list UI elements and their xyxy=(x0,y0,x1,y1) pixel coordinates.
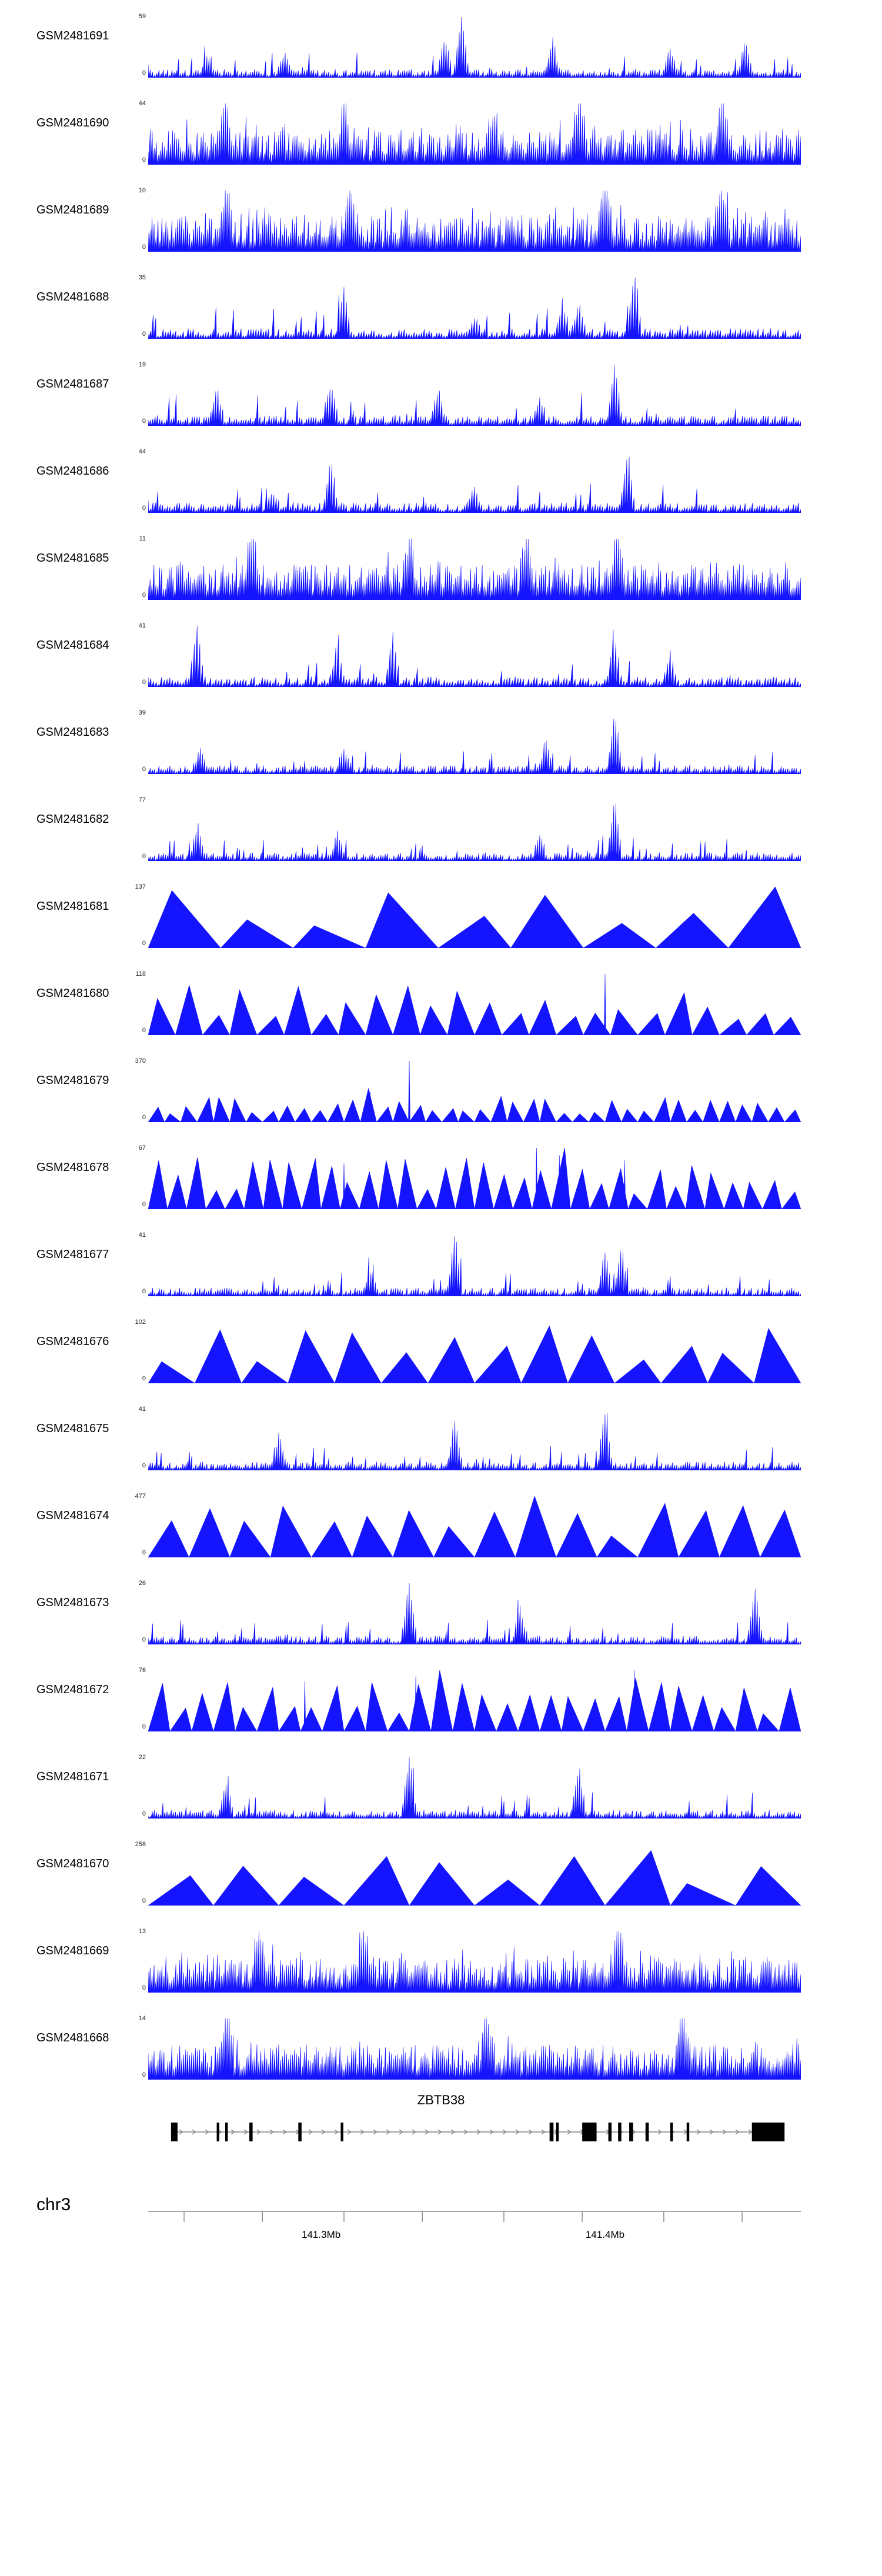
track-signal-plot xyxy=(148,713,801,774)
track-sample-label: GSM2481672 xyxy=(36,1683,109,1696)
track-axis-max-value: 26 xyxy=(138,1580,146,1587)
signal-track xyxy=(0,2002,882,2089)
track-signal-plot xyxy=(148,1844,801,1906)
track-signal-plot xyxy=(148,539,801,600)
track-axis-min-value: 0 xyxy=(142,156,146,163)
track-baseline xyxy=(148,164,801,165)
track-axis-min-value: 0 xyxy=(142,1636,146,1643)
track-axis-max-value: 44 xyxy=(138,448,146,455)
track-axis-min-value: 0 xyxy=(142,1462,146,1469)
track-signal-plot xyxy=(148,974,801,1035)
genomic-ruler-panel xyxy=(0,2177,882,2295)
track-sample-label: GSM2481681 xyxy=(36,900,109,913)
track-sample-label: GSM2481680 xyxy=(36,987,109,1000)
signal-track xyxy=(0,0,882,87)
track-axis-max-value: 11 xyxy=(139,535,146,542)
track-axis-max-value: 59 xyxy=(138,13,146,20)
track-axis-min-value: 0 xyxy=(142,1897,146,1904)
track-sample-label: GSM2481676 xyxy=(36,1335,109,1348)
track-sample-label: GSM2481675 xyxy=(36,1422,109,1435)
track-axis-min-value: 0 xyxy=(142,853,146,860)
gene-model-diagram xyxy=(148,2111,801,2153)
signal-track xyxy=(0,1915,882,2002)
ruler-axis xyxy=(148,2190,801,2261)
track-signal-plot xyxy=(148,2018,801,2080)
track-axis-min-value: 0 xyxy=(142,505,146,512)
track-axis-min-value: 0 xyxy=(142,2071,146,2078)
track-sample-label: GSM2481674 xyxy=(36,1509,109,1522)
track-signal-plot xyxy=(148,104,801,165)
gene-name-label: ZBTB38 xyxy=(417,2093,465,2107)
track-sample-label: GSM2481688 xyxy=(36,291,109,303)
track-axis-min-value: 0 xyxy=(142,1027,146,1034)
track-signal-plot xyxy=(148,1931,801,1993)
signal-track xyxy=(0,783,882,870)
track-axis-min-value: 0 xyxy=(142,940,146,947)
track-signal-plot xyxy=(148,1148,801,1209)
ruler-tick-label: 141.3Mb xyxy=(302,2229,341,2240)
track-signal-plot xyxy=(148,1409,801,1470)
track-axis-min-value: 0 xyxy=(142,1984,146,1991)
track-baseline xyxy=(148,512,801,513)
signal-track xyxy=(0,1306,882,1393)
track-signal-plot xyxy=(148,800,801,861)
track-axis-min-value: 0 xyxy=(142,243,146,251)
signal-track xyxy=(0,1045,882,1132)
track-signal-plot xyxy=(148,278,801,339)
signal-track xyxy=(0,1393,882,1480)
signal-track xyxy=(0,1828,882,1915)
track-axis-min-value: 0 xyxy=(142,1201,146,1208)
signal-track xyxy=(0,1567,882,1654)
track-signal-plot xyxy=(148,1496,801,1557)
track-axis-max-value: 22 xyxy=(138,1754,146,1761)
signal-track xyxy=(0,1219,882,1306)
track-sample-label: GSM2481677 xyxy=(36,1248,109,1261)
track-axis-max-value: 35 xyxy=(138,274,146,281)
track-axis-max-value: 102 xyxy=(135,1319,146,1326)
track-baseline xyxy=(148,1992,801,1993)
track-signal-plot xyxy=(148,1235,801,1296)
track-axis-max-value: 14 xyxy=(138,2015,146,2022)
gene-model-svg xyxy=(148,2111,801,2153)
track-axis-max-value: 39 xyxy=(138,709,146,716)
signal-track xyxy=(0,174,882,261)
track-sample-label: GSM2481689 xyxy=(36,203,109,216)
track-axis-min-value: 0 xyxy=(142,1549,146,1556)
track-axis-max-value: 41 xyxy=(138,1232,146,1239)
track-sample-label: GSM2481683 xyxy=(36,726,109,739)
track-sample-label: GSM2481691 xyxy=(36,29,109,42)
track-axis-max-value: 137 xyxy=(135,883,146,890)
track-signal-plot xyxy=(148,1757,801,1818)
track-sample-label: GSM2481686 xyxy=(36,465,109,478)
track-axis-max-value: 19 xyxy=(138,361,146,368)
track-axis-min-value: 0 xyxy=(142,766,146,773)
track-axis-min-value: 0 xyxy=(142,69,146,76)
track-axis-min-value: 0 xyxy=(142,1810,146,1817)
track-signal-plot xyxy=(148,1670,801,1731)
track-baseline xyxy=(148,860,801,861)
track-baseline xyxy=(148,773,801,774)
track-axis-max-value: 67 xyxy=(138,1144,146,1152)
track-axis-min-value: 0 xyxy=(142,331,146,338)
track-sample-label: GSM2481679 xyxy=(36,1074,109,1087)
track-axis-max-value: 10 xyxy=(138,187,146,194)
chromosome-label: chr3 xyxy=(36,2195,71,2214)
signal-track xyxy=(0,1480,882,1567)
signal-track xyxy=(0,1132,882,1219)
track-baseline xyxy=(148,686,801,687)
track-axis-max-value: 44 xyxy=(138,100,146,107)
track-axis-min-value: 0 xyxy=(142,1288,146,1295)
signal-track xyxy=(0,261,882,348)
track-baseline xyxy=(148,947,801,948)
track-signal-plot xyxy=(148,365,801,426)
track-signal-plot xyxy=(148,452,801,513)
signal-track xyxy=(0,1654,882,1741)
track-axis-max-value: 41 xyxy=(138,622,146,629)
track-baseline xyxy=(148,77,801,78)
track-sample-label: GSM2481687 xyxy=(36,378,109,391)
track-axis-min-value: 0 xyxy=(142,1723,146,1730)
signal-track xyxy=(0,609,882,696)
signal-track xyxy=(0,1741,882,1828)
signal-track xyxy=(0,348,882,435)
track-sample-label: GSM2481682 xyxy=(36,813,109,826)
track-signal-plot xyxy=(148,16,801,78)
track-sample-label: GSM2481671 xyxy=(36,1770,109,1783)
track-axis-min-value: 0 xyxy=(142,1114,146,1121)
signal-track xyxy=(0,957,882,1045)
track-axis-min-value: 0 xyxy=(142,592,146,599)
track-sample-label: GSM2481670 xyxy=(36,1857,109,1870)
ruler-svg xyxy=(148,2190,801,2261)
track-baseline xyxy=(148,1905,801,1906)
signal-track xyxy=(0,870,882,957)
track-signal-plot xyxy=(148,1061,801,1122)
track-baseline xyxy=(148,425,801,426)
track-axis-max-value: 370 xyxy=(135,1057,146,1065)
track-baseline xyxy=(148,599,801,600)
track-axis-max-value: 118 xyxy=(135,970,146,977)
track-axis-max-value: 41 xyxy=(138,1406,146,1413)
track-axis-min-value: 0 xyxy=(142,1375,146,1382)
track-axis-max-value: 76 xyxy=(138,1667,146,1674)
track-axis-max-value: 258 xyxy=(135,1841,146,1848)
track-baseline xyxy=(148,338,801,339)
track-sample-label: GSM2481690 xyxy=(36,116,109,129)
track-baseline xyxy=(148,251,801,252)
signal-track xyxy=(0,87,882,174)
track-signal-plot xyxy=(148,887,801,948)
gene-model-panel xyxy=(0,2089,882,2177)
track-sample-label: GSM2481678 xyxy=(36,1161,109,1174)
track-axis-min-value: 0 xyxy=(142,679,146,686)
track-baseline xyxy=(148,2079,801,2080)
signal-track xyxy=(0,696,882,783)
track-axis-max-value: 13 xyxy=(138,1928,146,1935)
ruler-tick-label: 141.4Mb xyxy=(585,2229,625,2240)
signal-track xyxy=(0,522,882,609)
track-sample-label: GSM2481668 xyxy=(36,2031,109,2044)
track-sample-label: GSM2481669 xyxy=(36,1944,109,1957)
track-signal-plot xyxy=(148,1322,801,1383)
track-signal-plot xyxy=(148,1583,801,1644)
track-sample-label: GSM2481685 xyxy=(36,552,109,565)
track-signal-plot xyxy=(148,626,801,687)
signal-track xyxy=(0,435,882,522)
track-sample-label: GSM2481684 xyxy=(36,639,109,652)
track-signal-plot xyxy=(148,191,801,252)
track-sample-label: GSM2481673 xyxy=(36,1596,109,1609)
track-axis-min-value: 0 xyxy=(142,418,146,425)
track-axis-max-value: 477 xyxy=(135,1493,146,1500)
track-axis-max-value: 77 xyxy=(138,796,146,803)
